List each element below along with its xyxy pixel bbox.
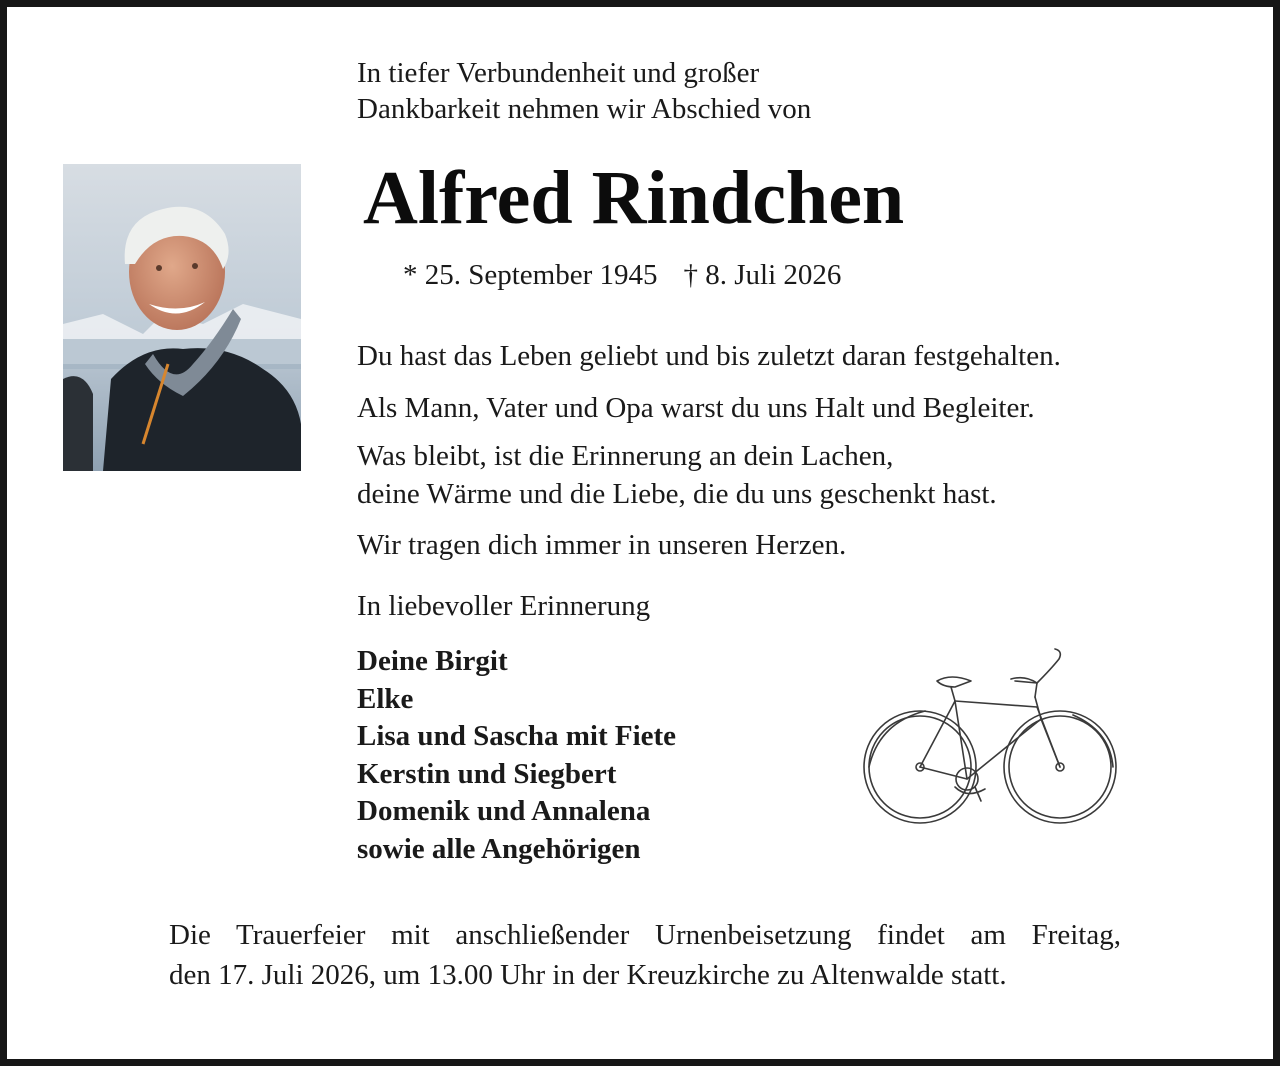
- birth-date: * 25. September 1945: [403, 259, 658, 291]
- poem-line-3: Was bleibt, ist die Erinnerung an dein Lachen,: [357, 440, 894, 472]
- bicycle-icon: [855, 639, 1125, 835]
- family-member: Deine Birgit: [357, 645, 508, 677]
- poem-line-5: Wir tragen dich immer in unseren Herzen.: [357, 529, 847, 561]
- deceased-name: Alfred Rindchen: [363, 156, 905, 240]
- funeral-notice: [169, 915, 1121, 995]
- poem-line-4: deine Wärme und die Liebe, die du uns geschenkt hast.: [357, 478, 997, 510]
- portrait-photo: [63, 164, 301, 471]
- death-date: † 8. Juli 2026: [683, 259, 842, 291]
- poem-line-1: Du hast das Leben geliebt und bis zuletzt daran festgehalten.: [357, 340, 1061, 372]
- family-member: sowie alle Angehörigen: [357, 832, 641, 865]
- family-member: Lisa und Sascha mit Fiete: [357, 720, 677, 752]
- intro-line-2: Dankbarkeit nehmen wir Abschied von: [357, 93, 812, 125]
- funeral-line-2: den 17. Juli 2026, um 13.00 Uhr in der Kreuzkirche zu Altenwalde statt.: [169, 959, 1007, 991]
- funeral-line-1: Die Trauerfeier mit anschließender Urnenbeisetzung findet am Freitag,: [169, 919, 1121, 951]
- family-member: Kerstin und Siegbert: [357, 757, 617, 790]
- family-member: Domenik und Annalena: [357, 795, 651, 827]
- family-member: Elke: [357, 682, 414, 715]
- closing-text: In liebevoller Erinnerung: [357, 590, 651, 622]
- intro-line-1: In tiefer Verbundenheit und großer: [357, 57, 760, 89]
- intro-text: [357, 55, 811, 127]
- poem-line-2: Als Mann, Vater und Opa warst du uns Halt und Begleiter.: [357, 392, 1035, 424]
- family-list: [357, 643, 676, 868]
- life-dates: [403, 257, 841, 293]
